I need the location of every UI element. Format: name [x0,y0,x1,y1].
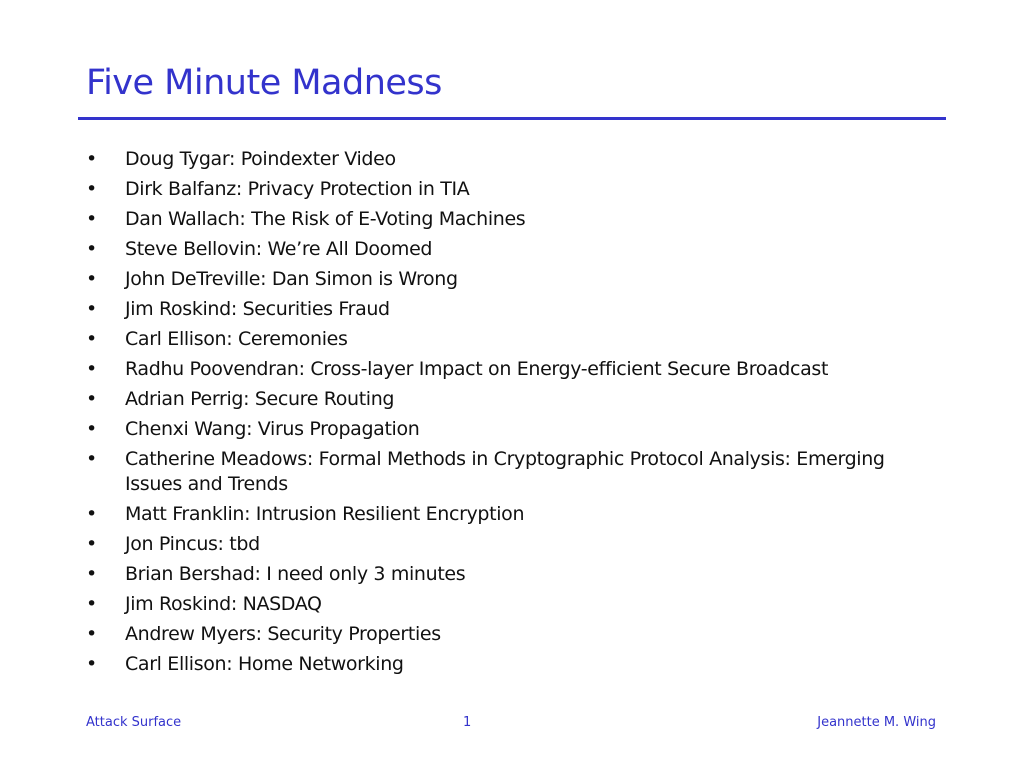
footer-title: Attack Surface [86,715,182,730]
bullet-icon: • [86,298,97,320]
bullet-icon: • [86,238,97,260]
list-item-text: Carl Ellison: Home Networking [125,653,404,675]
list-item-text: Dirk Balfanz: Privacy Protection in TIA [125,178,470,200]
list-item-text: Doug Tygar: Poindexter Video [125,148,396,170]
list-item-text: Catherine Meadows: Formal Methods in Cryptographic Protocol Analysis: Emerging Issues and Trends [125,448,885,495]
bullet-icon: • [86,148,97,170]
list-item-text: Jon Pincus: tbd [125,533,260,555]
list-item [86,267,946,292]
list-item [86,592,946,617]
bullet-icon: • [86,268,97,290]
list-item-text: Carl Ellison: Ceremonies [125,328,348,350]
bullet-icon: • [86,328,97,350]
list-item-text: Radhu Poovendran: Cross-layer Impact on Energy-efficient Secure Broadcast [125,358,829,380]
bullet-list [86,147,946,682]
list-item [86,502,946,527]
bullet-icon: • [86,208,97,230]
list-item [86,357,946,382]
list-item [86,237,946,262]
footer-author: Jeannette M. Wing [817,715,936,730]
bullet-icon: • [86,448,97,470]
bullet-icon: • [86,563,97,585]
list-item [86,207,946,232]
list-item [86,147,946,172]
list-item [86,447,946,497]
list-item-text: Jim Roskind: NASDAQ [125,593,322,615]
bullet-icon: • [86,623,97,645]
list-item-text: John DeTreville: Dan Simon is Wrong [125,268,458,290]
bullet-icon: • [86,503,97,525]
list-item [86,532,946,557]
bullet-icon: • [86,593,97,615]
slide-title: Five Minute Madness [86,63,442,103]
bullet-icon: • [86,418,97,440]
list-item-text: Dan Wallach: The Risk of E-Voting Machines [125,208,526,230]
list-item [86,622,946,647]
bullet-icon: • [86,653,97,675]
list-item [86,297,946,322]
list-item-text: Jim Roskind: Securities Fraud [125,298,390,320]
list-item [86,387,946,412]
list-item-text: Adrian Perrig: Secure Routing [125,388,395,410]
list-item [86,652,946,677]
bullet-icon: • [86,358,97,380]
list-item [86,177,946,202]
list-item-text: Steve Bellovin: We’re All Doomed [125,238,433,260]
list-item-text: Andrew Myers: Security Properties [125,623,441,645]
list-item-text: Brian Bershad: I need only 3 minutes [125,563,466,585]
page-number: 1 [463,715,472,730]
bullet-icon: • [86,533,97,555]
bullet-icon: • [86,178,97,200]
list-item-text: Chenxi Wang: Virus Propagation [125,418,420,440]
list-item-text: Matt Franklin: Intrusion Resilient Encryption [125,503,525,525]
bullet-icon: • [86,388,97,410]
list-item [86,417,946,442]
list-item [86,562,946,587]
list-item [86,327,946,352]
title-divider [78,117,946,120]
